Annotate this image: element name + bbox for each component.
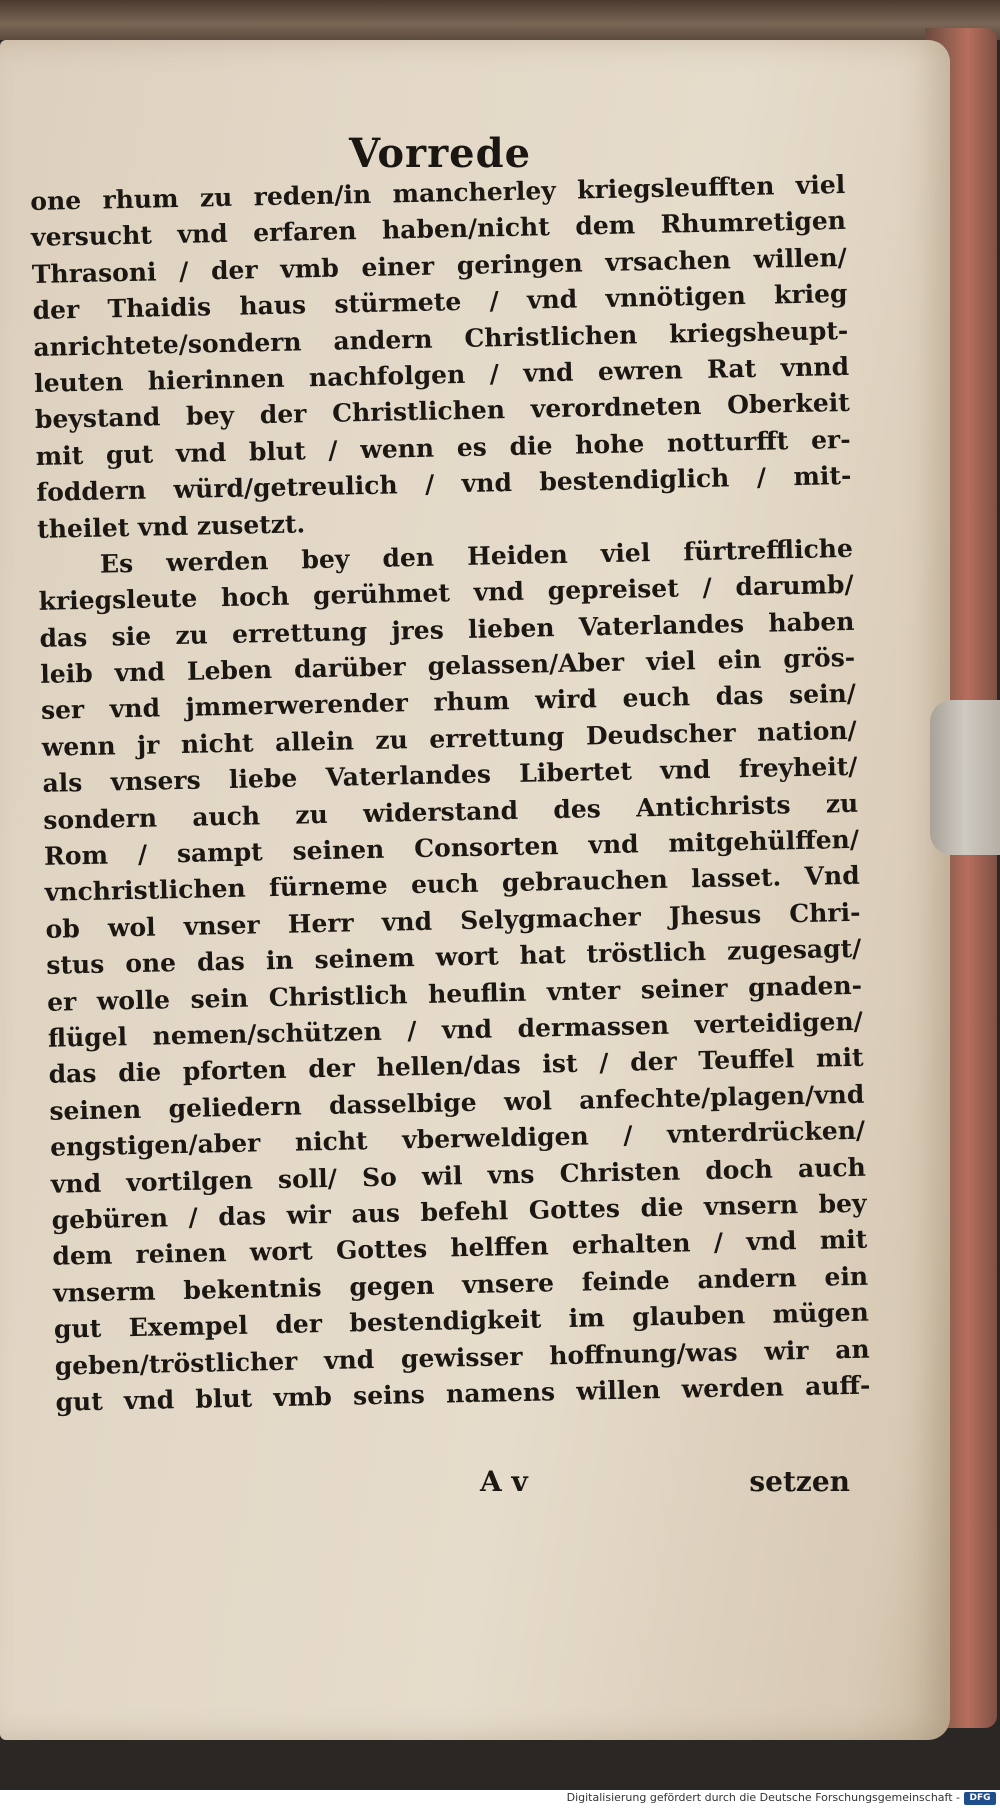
text-line: gut Exempel der bestendigkeit im glauben mügen bbox=[53, 1297, 870, 1344]
text-line: vnd vortilgen soll/ So wil vns Christen doch auch bbox=[50, 1152, 867, 1199]
text-line: das die pforten der hellen/das ist / der Teuffel mit bbox=[48, 1043, 864, 1090]
text-line: er wolle sein Christlich heuflin vnter seiner gnaden- bbox=[46, 970, 863, 1017]
page-heading: Vorrede bbox=[348, 130, 532, 177]
funding-credit: Digitalisierung gefördert durch die Deutsche Forschungsgemeinschaft - bbox=[566, 1791, 960, 1804]
text-line: foddern würd/getreulich / vnd bestendiglich / mit- bbox=[36, 460, 852, 508]
text-line: mit gut vnd blut / wenn es die hohe notturfft er- bbox=[35, 424, 851, 471]
text-line: engstigen/aber nicht vberweldigen / vnterdrücken/ bbox=[49, 1115, 866, 1162]
text-line: theilet vnd zusetzt. bbox=[36, 508, 306, 544]
text-line: als vnsers liebe Vaterlandes Libertet vnd freyheit/ bbox=[42, 752, 858, 799]
text-line: seinen geliedern dasselbige wol anfechte/plagen/vnd bbox=[49, 1079, 865, 1126]
credit-bar bbox=[0, 1790, 1000, 1808]
body-text bbox=[30, 167, 871, 1421]
text-line: Thrasoni / der vmb einer geringen vrsachen willen/ bbox=[31, 242, 848, 289]
catchword: setzen bbox=[749, 1465, 850, 1498]
bookmark-tab bbox=[930, 700, 1000, 855]
text-line: der Thaidis haus stürmete / vnd vnnötigen krieg bbox=[32, 279, 848, 326]
text-line: sondern auch zu widerstand des Antichrists zu bbox=[43, 788, 859, 835]
text-line: Es werden bey den Heiden viel fürtreffliche bbox=[99, 533, 854, 579]
text-line: ser vnd jmmerwerender rhum wird euch das sein/ bbox=[40, 679, 857, 726]
text-line: anrichtete/sondern andern Christlichen kriegsheupt- bbox=[33, 315, 849, 362]
text-line: geben/tröstlicher vnd gewisser hoffnung/was wir an bbox=[54, 1334, 870, 1381]
text-line: dem reinen wort Gottes helffen erhalten / vnd mit bbox=[52, 1225, 868, 1272]
text-line: beystand bey der Christlichen verordneten Oberkeit bbox=[34, 388, 851, 435]
page-footer bbox=[420, 1465, 850, 1505]
text-line: leuten hierinnen nachfolgen / vnd ewren Rat vnnd bbox=[33, 351, 850, 398]
text-line: kriegsleute hoch gerühmet vnd gepreiset / darumb/ bbox=[38, 570, 854, 617]
text-line: gebüren / das wir aus befehl Gottes die vnsern bey bbox=[51, 1188, 867, 1235]
text-line: one rhum zu reden/in mancherley kriegsleufften viel bbox=[30, 169, 846, 216]
text-line: ob wol vnser Herr vnd Selygmacher Jhesus Chri- bbox=[45, 897, 861, 944]
text-line: versucht vnd erfaren haben/nicht dem Rhumretigen bbox=[30, 206, 847, 253]
book-top-edge bbox=[0, 0, 1000, 40]
signature-mark: A v bbox=[480, 1465, 528, 1498]
text-line: Rom / sampt seinen Consorten vnd mitgehülffen/ bbox=[43, 824, 860, 871]
text-line: leib vnd Leben darüber gelassen/Aber viel ein grös- bbox=[39, 642, 856, 689]
text-line: flügel nemen/schützen / vnd dermassen verteidigen/ bbox=[47, 1006, 864, 1053]
text-line: gut vnd blut vmb seins namens willen werden auff- bbox=[55, 1370, 871, 1417]
text-line: das sie zu errettung jres lieben Vaterlandes haben bbox=[39, 606, 855, 653]
text-line: stus one das in seinem wort hat tröstlich zugesagt/ bbox=[46, 933, 862, 981]
dfg-logo: DFG bbox=[964, 1792, 996, 1805]
text-line: wenn jr nicht allein zu errettung Deudscher nation/ bbox=[41, 715, 857, 762]
text-line: vnchristlichen fürneme euch gebrauchen lasset. Vnd bbox=[44, 861, 860, 908]
text-line: vnserm bekentnis gegen vnsere feinde andern ein bbox=[52, 1261, 869, 1308]
